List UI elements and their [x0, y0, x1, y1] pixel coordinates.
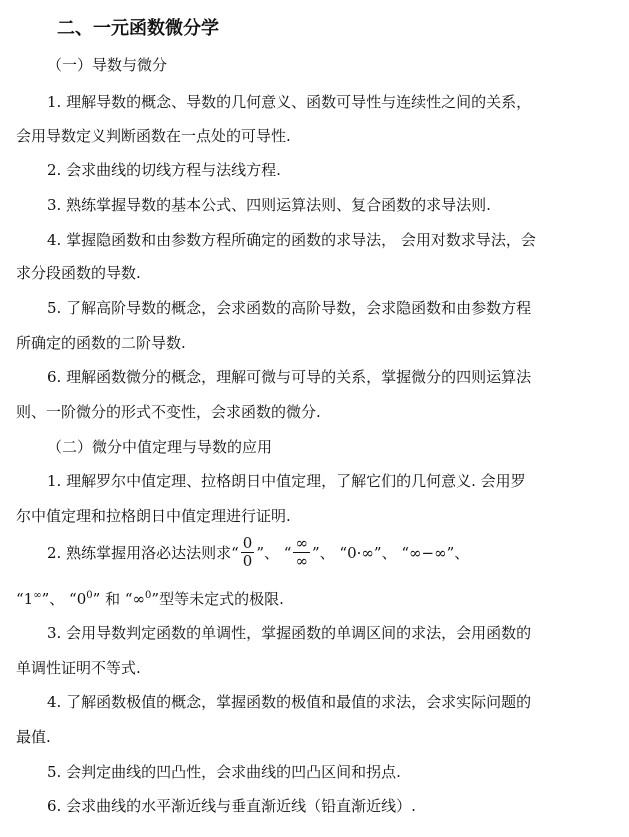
form-inf-base: ∞ — [132, 590, 146, 608]
item-5-line-2: 所确定的函数的二阶导数. — [16, 334, 186, 352]
fraction-inf-over-inf — [293, 535, 310, 570]
item-b1-line-1: 1. 理解罗尔中值定理、拉格朗日中值定理，了解它们的几何意义. 会用罗 — [47, 472, 526, 490]
form-one-base: 1 — [23, 590, 34, 608]
item-b2-prefix: 2. 熟练掌握用洛必达法则求 — [47, 544, 232, 562]
frac1-numerator: 0 — [242, 533, 253, 552]
section-title: 二、一元函数微分学 — [57, 18, 219, 39]
subsection-title-mean-value: （二）微分中值定理与导数的应用 — [47, 438, 273, 456]
item-4-line-1: 4. 掌握隐函数和由参数方程所确定的函数的求导法， 会用对数求导法，会 — [47, 231, 536, 249]
quote-open: “ — [339, 544, 348, 562]
item-6-line-2: 则、一阶微分的形式不变性，会求函数的微分. — [16, 403, 321, 421]
form-zero-times-inf: 0·∞ — [347, 544, 374, 562]
conjunction-and: 和 — [105, 590, 121, 608]
form-one-exponent: ∞ — [33, 590, 42, 601]
item-4-line-2: 求分段函数的导数. — [16, 264, 141, 282]
item-b2-line-2 — [16, 589, 284, 609]
quote-open: “ — [283, 544, 292, 562]
quote-open: “ — [124, 590, 133, 608]
form-inf-minus-inf: ∞−∞ — [409, 544, 447, 562]
quote-close: ” — [92, 590, 101, 608]
quote-open: “ — [16, 590, 24, 608]
item-b4-line-1: 4. 了解函数极值的概念，掌握函数的极值和最值的求法，会求实际问题的 — [47, 693, 532, 711]
separator: 、 — [263, 544, 279, 562]
frac2-numerator: ∞ — [295, 533, 308, 552]
frac2-denominator: ∞ — [295, 551, 308, 570]
item-2-line-1: 2. 会求曲线的切线方程与法线方程. — [47, 161, 281, 179]
quote-close: ” — [151, 590, 160, 608]
quote-open: “ — [69, 590, 77, 608]
form-zero-exponent: 0 — [86, 590, 93, 601]
quote-open: “ — [231, 544, 239, 562]
item-b1-line-2: 尔中值定理和拉格朗日中值定理进行证明. — [16, 507, 291, 525]
item-b6-line-1: 6. 会求曲线的水平渐近线与垂直渐近线（铅直渐近线）. — [47, 797, 416, 815]
item-b2-line-1 — [47, 535, 469, 575]
frac1-denominator: 0 — [242, 551, 253, 570]
item-b3-line-2: 单调性证明不等式. — [16, 659, 141, 677]
separator: 、 — [49, 590, 65, 608]
separator: 、 — [454, 544, 470, 562]
item-1-line-2: 会用导数定义判断函数在一点处的可导性. — [16, 127, 291, 145]
quote-close: ” — [311, 544, 320, 562]
item-5-line-1: 5. 了解高阶导数的概念，会求函数的高阶导数，会求隐函数和由参数方程 — [47, 299, 532, 317]
form-inf-exponent: 0 — [145, 590, 152, 601]
quote-close: ” — [446, 544, 455, 562]
item-b5-line-1: 5. 会判定曲线的凹凸性，会求曲线的凹凸区间和拐点. — [47, 763, 401, 781]
quote-close: ” — [256, 544, 264, 562]
item-b2-suffix: 型等未定式的极限. — [159, 590, 284, 608]
item-3-line-1: 3. 熟练掌握导数的基本公式、四则运算法则、复合函数的求导法则. — [47, 196, 491, 214]
fraction-zero-over-zero — [241, 535, 255, 570]
quote-open: “ — [401, 544, 410, 562]
separator: 、 — [381, 544, 397, 562]
item-1-line-1: 1. 理解导数的概念、导数的几何意义、函数可导性与连续性之间的关系， — [47, 93, 532, 111]
quote-close: ” — [41, 590, 50, 608]
separator: 、 — [319, 544, 335, 562]
subsection-title-derivatives: （一）导数与微分 — [47, 56, 168, 74]
item-6-line-1: 6. 理解函数微分的概念，理解可微与可导的关系，掌握微分的四则运算法 — [47, 368, 532, 386]
form-zero-base: 0 — [76, 590, 87, 608]
quote-close: ” — [373, 544, 382, 562]
item-b3-line-1: 3. 会用导数判定函数的单调性，掌握函数的单调区间的求法，会用函数的 — [47, 624, 532, 642]
item-b4-line-2: 最值. — [16, 728, 51, 746]
